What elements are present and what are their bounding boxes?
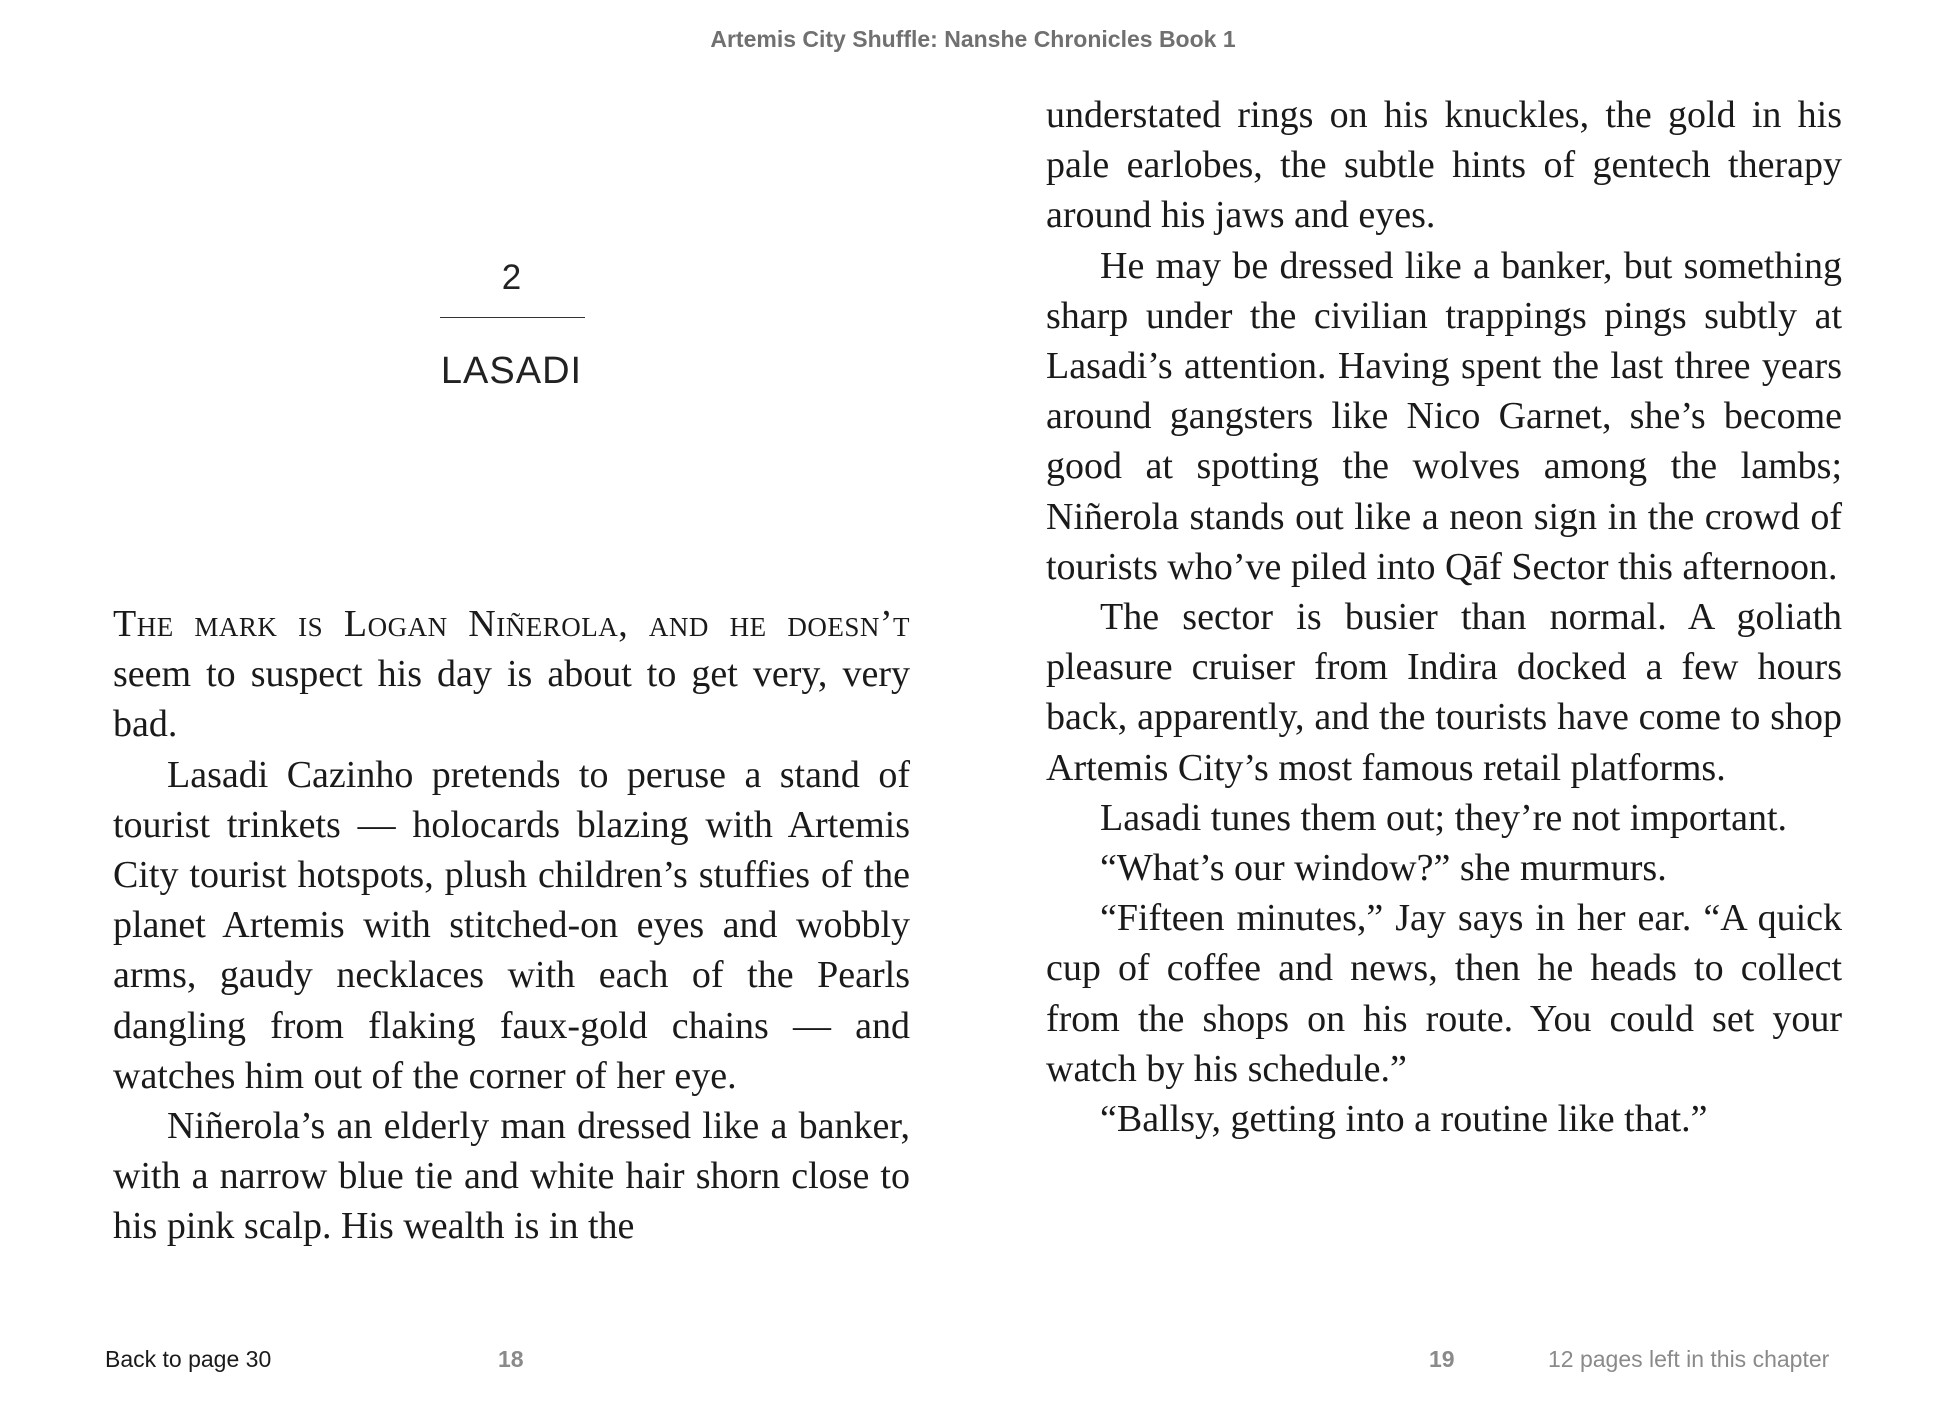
left-page-text	[113, 599, 910, 1252]
book-title: Artemis City Shuffle: Nanshe Chronicles Book 1	[710, 26, 1236, 52]
paragraph: Lasadi tunes them out; they’re not important.	[1100, 796, 1788, 839]
chapter-divider	[440, 317, 585, 318]
right-page-text	[1046, 90, 1842, 1144]
paragraph: understated rings on his knuckles, the gold in his pale earlobes, the subtle hints of gentech therapy around his jaws and eyes.	[1046, 94, 1842, 237]
paragraph: “Fifteen minutes,” Jay says in her ear. “A quick cup of coffee and news, then he heads to collect from the shops on his route. You could set your watch by his schedule.”	[1046, 897, 1842, 1090]
chapter-number: 2	[501, 258, 522, 297]
paragraph: He may be dressed like a banker, but something sharp under the civilian trappings pings subtly at Lasadi’s attention. Having spent the last three years around gangsters like Nico Garnet, she’s become good at spotting the wolves among the lambs; Niñerola stands out like a neon sign in the crowd of tourists who’ve piled into Qāf Sector this afternoon.	[1046, 244, 1842, 588]
paragraph: “What’s our window?” she murmurs.	[1100, 847, 1667, 890]
chapter-title: LASADI	[440, 350, 583, 392]
paragraph: The sector is busier than normal. A goliath pleasure cruiser from Indira docked a few hours back, apparently, and the tourists have come to shop Artemis City’s most famous retail platforms.	[1046, 596, 1842, 789]
lead-rest: seem to suspect his day is about to get very, very bad.	[113, 653, 910, 746]
paragraph: Niñerola’s an elderly man dressed like a banker, with a narrow blue tie and white hair shorn close to his pink scalp. His wealth is in the	[113, 1105, 910, 1248]
left-page-number: 18	[498, 1346, 524, 1372]
paragraph: “Ballsy, getting into a routine like that.”	[1100, 1098, 1708, 1141]
right-page-number: 19	[1429, 1346, 1455, 1372]
back-to-page-link[interactable]: Back to page 30	[105, 1346, 272, 1372]
lead-smallcaps: The mark is Logan Niñerola, and he doesn’t	[113, 603, 910, 645]
pages-left-indicator: 12 pages left in this chapter	[1548, 1346, 1830, 1372]
paragraph	[113, 599, 910, 750]
paragraph: Lasadi Cazinho pretends to peruse a stand of tourist trinkets — holocards blazing with Artemis City tourist hotspots, plush children’s stuffies of the planet Artemis with stitched-on eyes and wobbly arms, gaudy necklaces with each of the Pearls dangling from flaking faux-gold chains — and watches him out of the corner of her eye.	[113, 753, 910, 1097]
